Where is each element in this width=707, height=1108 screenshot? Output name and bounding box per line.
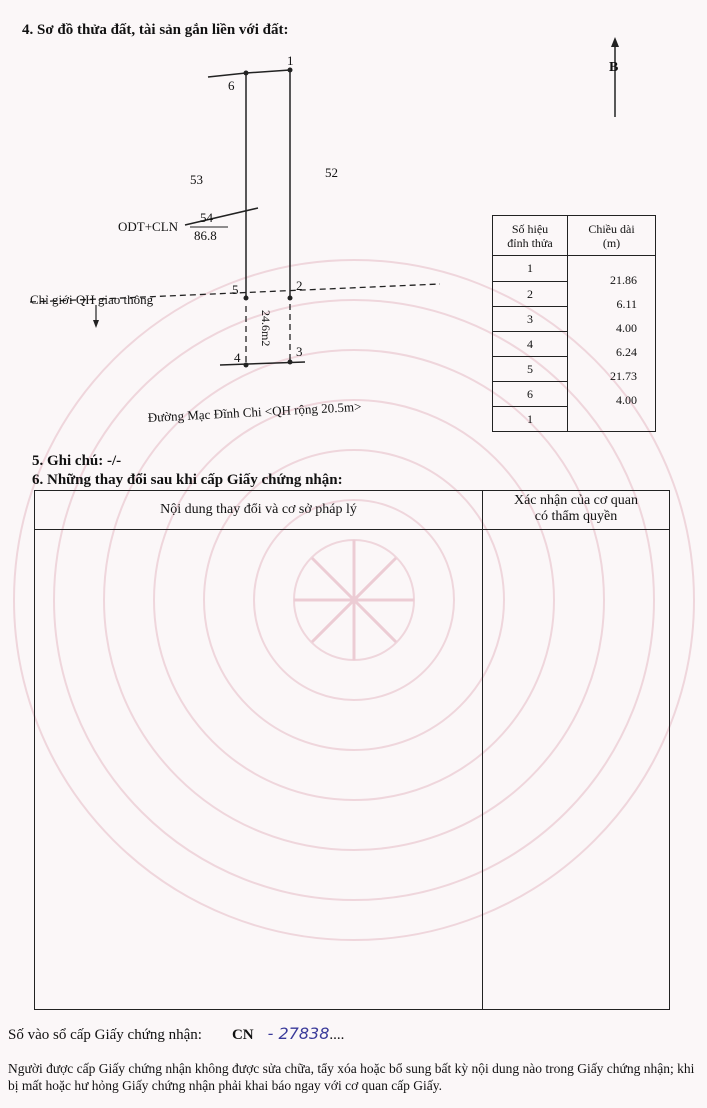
- neighbor-left: 53: [190, 172, 203, 187]
- length-cell: 4.00: [616, 393, 637, 407]
- length-cell: 6.11: [616, 297, 637, 311]
- point-5-label: 5: [232, 282, 239, 297]
- neighbor-right: 52: [325, 165, 338, 180]
- vertex-column: [493, 256, 568, 432]
- registry-line: [8, 1024, 344, 1044]
- point-6: [244, 71, 249, 76]
- setback-label: Chỉ giới QH giao thông: [30, 292, 154, 307]
- section-5-title: 5. Ghi chú: -/-: [32, 453, 122, 469]
- vertex-length-table: [492, 215, 656, 432]
- registry-prefix: CN: [231, 1027, 254, 1043]
- changes-table: [34, 490, 670, 1010]
- length-column: [568, 256, 656, 432]
- header-vertex: Số hiệu đỉnh thửa: [493, 216, 568, 256]
- registry-dots: ....: [329, 1027, 345, 1043]
- point-5: [244, 296, 249, 301]
- parcel-code: ODT+CLN: [118, 219, 179, 234]
- section-4-title: 4. Sơ đồ thửa đất, tài sản gắn liền với đất:: [22, 22, 289, 38]
- parcel-diagram: [0, 40, 470, 440]
- point-4: [244, 363, 249, 368]
- registry-label: Số vào sổ cấp Giấy chứng nhận:: [8, 1027, 202, 1043]
- length-cell: 21.86: [610, 273, 637, 287]
- length-cell: 6.24: [616, 345, 637, 359]
- registry-number: - 27838: [267, 1024, 330, 1043]
- north-label: B: [609, 60, 619, 75]
- point-1-label: 1: [287, 53, 294, 68]
- north-arrow-icon: [600, 35, 630, 125]
- point-1: [288, 68, 293, 73]
- column-change-content: Nội dung thay đổi và cơ sở pháp lý: [160, 502, 357, 517]
- parcel-number: 54: [200, 210, 213, 225]
- vertex-cell: 5: [493, 357, 567, 382]
- boundary-6-1: [246, 70, 290, 73]
- vertex-cell: 2: [493, 282, 567, 307]
- column-authority-confirmation: Xác nhận của cơ quan có thẩm quyền: [513, 493, 638, 524]
- length-cell: 4.00: [616, 321, 637, 335]
- point-2: [288, 296, 293, 301]
- vertex-cell: 3: [493, 307, 567, 332]
- point-3-label: 3: [296, 344, 303, 359]
- point-2-label: 2: [296, 278, 303, 293]
- leader-line: [185, 208, 258, 225]
- parcel-area: 86.8: [194, 228, 217, 243]
- vertex-cell: 4: [493, 332, 567, 357]
- vertex-cell: 1: [527, 412, 533, 426]
- vertex-cell: 6: [493, 382, 567, 407]
- section-6-title: 6. Những thay đổi sau khi cấp Giấy chứng nhận:: [32, 472, 343, 488]
- point-3: [288, 360, 293, 365]
- length-cell: 21.73: [610, 369, 637, 383]
- vertex-cell: 1: [493, 256, 567, 282]
- setback-area-label: 24.6m2: [259, 310, 273, 347]
- point-4-label: 4: [234, 350, 241, 365]
- point-6-label: 6: [228, 78, 235, 93]
- footer-note: Người được cấp Giấy chứng nhận không được sửa chữa, tẩy xóa hoặc bổ sung bất kỳ nội dung nào trong Giấy chứng nhận; khi bị mất hoặc hư hỏng Giấy chứng nhận phải khai báo ngay với cơ quan cấp Giấy.: [8, 1061, 695, 1093]
- column-divider: [482, 491, 483, 1009]
- header-length: Chiều dài (m): [568, 216, 656, 256]
- road-label: Đường Mạc Đĩnh Chi <QH rộng 20.5m>: [147, 398, 362, 425]
